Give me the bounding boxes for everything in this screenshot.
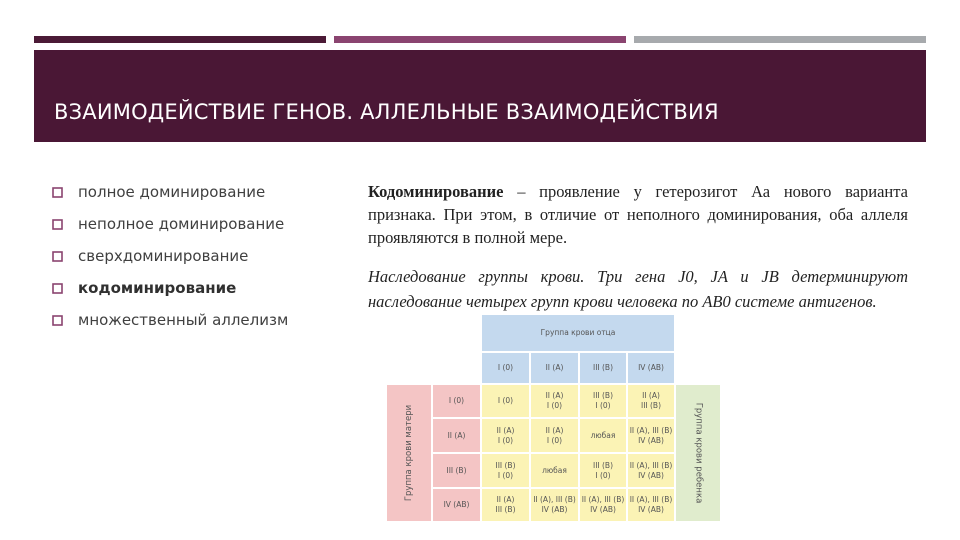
father-group-cell: I (0) [481,352,530,384]
codominance-definition [368,180,908,249]
father-group-cell: IV (AB) [627,352,675,384]
accent-bar-gray [634,36,926,43]
child-group-cell: II (A), III (B) IV (AB) [579,488,627,522]
child-group-cell: III (B) I (0) [579,453,627,488]
square-bullet-icon [52,219,63,230]
square-bullet-icon [52,187,63,198]
square-bullet-icon [52,251,63,262]
child-group-cell: II (A), III (B) IV (AB) [627,453,675,488]
list-item [50,208,350,240]
blood-group-table [386,314,721,522]
child-group-cell: III (B) I (0) [481,453,530,488]
blood-group-inheritance-text: Наследование группы крови. Три гена J0, JA и JB детерминируют наследование четырех групп крови человека по АВ0 системе антигенов. [368,267,908,311]
child-group-cell: III (B) I (0) [579,384,627,418]
child-group-cell: II (A), III (B) IV (AB) [627,418,675,453]
slide-title: ВЗАИМОДЕЙСТВИЕ ГЕНОВ. АЛЛЕЛЬНЫЕ ВЗАИМОДЕЙСТВИЯ [54,100,719,124]
child-group-cell: любая [579,418,627,453]
list-item-label: кодоминирование [78,279,237,297]
child-axis-label: Группа крови ребенка [693,402,704,504]
child-group-cell: II (A) I (0) [481,418,530,453]
mother-group-cell: II (A) [432,418,481,453]
list-item-label: полное доминирование [78,183,266,201]
list-item-label: неполное доминирование [78,215,285,233]
accent-bar-dark [34,36,326,43]
accent-bar-mauve [334,36,626,43]
list-item [50,240,350,272]
definition-text: – проявление у гетерозигот Аа нового варианта признака. При этом, в отличие от неполного доминирования, оба аллеля проявляются в полной мере. [368,182,908,247]
list-item-active [50,272,350,304]
definition-term: Кодоминирование [368,182,504,201]
list-item [50,176,350,208]
child-group-cell: II (A) I (0) [530,384,579,418]
father-group-cell: III (B) [579,352,627,384]
list-item [50,304,350,336]
child-group-cell: любая [530,453,579,488]
father-header: Группа крови отца [481,314,675,352]
child-group-cell: I (0) [481,384,530,418]
father-group-cell: II (A) [530,352,579,384]
mother-group-cell: IV (AB) [432,488,481,522]
square-bullet-icon [52,283,63,294]
topic-list [50,176,350,336]
child-group-cell: II (A) III (B) [481,488,530,522]
square-bullet-icon [52,315,63,326]
child-group-cell: II (A) III (B) [627,384,675,418]
child-group-cell: II (A), III (B) IV (AB) [530,488,579,522]
child-group-cell: II (A), III (B) IV (AB) [627,488,675,522]
mother-group-cell: I (0) [432,384,481,418]
list-item-label: сверхдоминирование [78,247,249,265]
child-axis-cell [675,384,721,522]
title-banner [34,50,926,142]
child-group-cell: II (A) I (0) [530,418,579,453]
list-item-label: множественный аллелизм [78,311,289,329]
mother-axis-cell [386,384,432,522]
mother-group-cell: III (B) [432,453,481,488]
mother-axis-label: Группа крови матери [404,404,415,502]
